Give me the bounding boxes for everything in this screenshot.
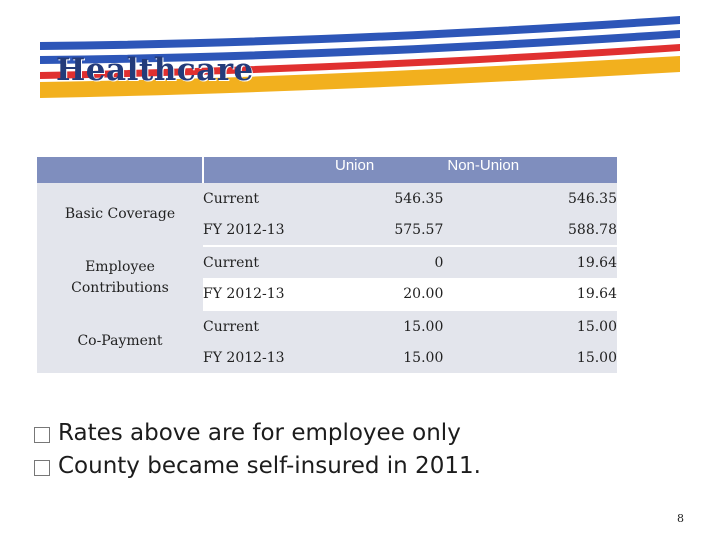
table-row <box>37 246 617 278</box>
union-value-cell: 575.57 <box>331 214 443 246</box>
period-cell: FY 2012-13 <box>203 342 331 373</box>
page-number: 8 <box>677 512 684 525</box>
union-value-cell: 0 <box>331 246 443 278</box>
bullet-list <box>34 417 481 483</box>
category-label: Employee Contributions <box>71 259 169 296</box>
category-label: Basic Coverage <box>64 206 176 222</box>
checkbox-bullet-icon <box>34 427 50 443</box>
union-value-cell: 15.00 <box>331 310 443 342</box>
non-union-value-cell: 19.64 <box>443 278 617 310</box>
category-cell <box>37 310 203 373</box>
header-cell-union: Union <box>331 157 443 183</box>
table-row <box>37 183 617 214</box>
list-item <box>34 417 481 450</box>
period-cell: FY 2012-13 <box>203 278 331 310</box>
bullet-text: Rates above are for employee only <box>58 420 461 446</box>
period-cell: FY 2012-13 <box>203 214 331 246</box>
union-value-cell: 546.35 <box>331 183 443 214</box>
non-union-value-cell: 588.78 <box>443 214 617 246</box>
header-cell-category <box>37 157 203 183</box>
table-row <box>37 310 617 342</box>
list-item <box>34 450 481 483</box>
period-cell: Current <box>203 183 331 214</box>
period-cell: Current <box>203 310 331 342</box>
bullet-text: County became self-insured in 2011. <box>58 453 481 479</box>
header-cell-period <box>203 157 331 183</box>
header-cell-non-union: Non-Union <box>443 157 617 183</box>
rates-table <box>37 157 617 373</box>
category-label: Co-Payment <box>77 333 163 349</box>
non-union-value-cell: 15.00 <box>443 310 617 342</box>
period-cell: Current <box>203 246 331 278</box>
non-union-value-cell: 19.64 <box>443 246 617 278</box>
checkbox-bullet-icon <box>34 460 50 476</box>
non-union-value-cell: 15.00 <box>443 342 617 373</box>
category-cell <box>37 183 203 246</box>
union-value-cell: 20.00 <box>331 278 443 310</box>
slide-title: Healthcare <box>56 52 254 88</box>
table-header-row <box>37 157 617 183</box>
non-union-value-cell: 546.35 <box>443 183 617 214</box>
union-value-cell: 15.00 <box>331 342 443 373</box>
category-cell <box>37 246 203 310</box>
